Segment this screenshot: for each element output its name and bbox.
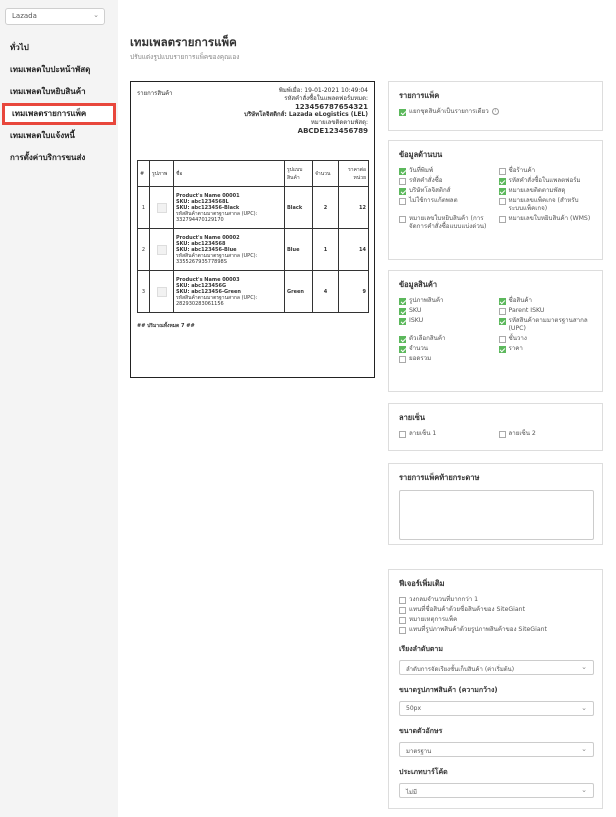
product-data-options	[399, 297, 592, 363]
sidebar-item-packing-list-template[interactable]: เทมเพลตรายการแพ็ค	[2, 103, 116, 125]
checkbox-label: รหัสคำสั่งซื้อ	[409, 177, 443, 184]
product-sku: SKU: abc123456G	[176, 282, 227, 289]
checkbox-label: ลายเซ็น 2	[508, 430, 536, 437]
product-name: Product's Name 00003	[176, 276, 240, 283]
col-price: ราคาต่อหน่วย	[339, 161, 369, 187]
checkbox-label: แทนที่รูปภาพสินค้าด้วยรูปภาพสินค้าของ SiteGiant	[409, 626, 547, 633]
checkbox-label: แยกชุดสินค้าเป็นรายการเดียว	[409, 108, 489, 115]
product-thumbnail	[157, 245, 167, 255]
col-name: ชื่อ	[174, 161, 285, 187]
checkbox-icon[interactable]	[399, 109, 406, 116]
checkbox-label: บริษัทโลจิสติกส์	[409, 187, 451, 194]
sidebar-item-shipping-label-template[interactable]: เทมเพลตใบปะหน้าพัสดุ	[10, 65, 91, 74]
preview-total: ## ปริมาณทั้งหมด 7 ##	[137, 323, 195, 329]
checkbox-label: วันที่พิมพ์	[409, 167, 434, 174]
table-row	[138, 271, 369, 313]
row-index: 3	[138, 271, 150, 313]
checkbox-icon[interactable]	[499, 178, 506, 185]
checkbox-label: ISKU	[409, 317, 424, 324]
checkbox-icon[interactable]	[499, 168, 506, 175]
checkbox-option[interactable]	[399, 187, 493, 195]
sidebar-nav	[0, 37, 118, 169]
checkbox-icon[interactable]	[399, 308, 406, 315]
checkbox-icon[interactable]	[399, 188, 406, 195]
checkbox-option[interactable]	[499, 167, 593, 175]
tracking-label: หมายเลขติดตามพัสดุ:	[310, 119, 368, 126]
checkbox-icon[interactable]	[499, 188, 506, 195]
checkbox-label: ลายเซ็น 1	[409, 430, 437, 437]
checkbox-option[interactable]	[499, 345, 593, 353]
panel-extra-title: ฟีเจอร์เพิ่มเติม	[399, 579, 445, 588]
checkbox-bundle-single[interactable]	[399, 108, 592, 116]
checkbox-option[interactable]	[399, 345, 493, 353]
signature-options	[399, 430, 592, 438]
panel-signature-title: ลายเซ็น	[399, 413, 425, 422]
checkbox-option[interactable]	[399, 355, 493, 363]
checkbox-label: รูปภาพสินค้า	[409, 297, 444, 304]
checkbox-option[interactable]	[399, 297, 493, 305]
product-thumbnail	[157, 203, 167, 213]
sidebar	[0, 0, 118, 817]
row-image	[150, 187, 174, 229]
store-select-value: Lazada	[12, 12, 37, 20]
checkbox-label: ชื่อร้านค้า	[508, 167, 536, 174]
print-date: พิมพ์เมื่อ: 19-01-2021 10:49:04	[278, 87, 368, 94]
row-price: 12	[339, 187, 369, 229]
checkbox-label: รหัสคำสั่งซื้อในแพลตฟอร์ม	[508, 177, 581, 184]
checkbox-icon[interactable]	[399, 178, 406, 185]
page-subtitle: ปรับแต่งรูปแบบรายการแพ็คของคุณเอง	[130, 53, 240, 61]
checkbox-label: วงกลมจำนวนที่มากกว่า 1	[409, 596, 479, 603]
product-isku: SKU: abc123456-Green	[176, 288, 241, 295]
barcode-value: ไม่มี	[406, 789, 417, 796]
row-index: 2	[138, 229, 150, 271]
checkbox-icon[interactable]	[499, 336, 506, 343]
product-sku: SKU: abc1234568	[176, 240, 226, 247]
table-row	[138, 187, 369, 229]
checkbox-option[interactable]	[499, 297, 593, 305]
image-size-label: ขนาดรูปภาพสินค้า (ความกว้าง)	[399, 686, 498, 694]
checkbox-icon[interactable]	[399, 356, 406, 363]
chevron-down-icon: ⌄	[581, 786, 587, 794]
barcode-label: ประเภทบาร์โค้ด	[399, 768, 448, 776]
footer-note-textarea[interactable]	[399, 490, 594, 540]
checkbox-label: Parent ISKU	[508, 307, 545, 314]
row-name	[174, 229, 285, 271]
checkbox-icon[interactable]	[399, 318, 406, 325]
extra-options	[399, 596, 592, 634]
logistics: บริษัทโลจิสติกส์: Lazada eLogistics (LEL)	[244, 111, 368, 118]
checkbox-option[interactable]	[399, 616, 592, 624]
checkbox-icon[interactable]	[399, 298, 406, 305]
checkbox-option[interactable]	[399, 335, 493, 343]
preview-list-title: รายการสินค้า	[137, 90, 173, 97]
checkbox-icon[interactable]	[399, 597, 406, 604]
font-size-label: ขนาดตัวอักษร	[399, 727, 443, 735]
checkbox-option[interactable]	[399, 177, 493, 185]
checkbox-icon[interactable]	[399, 346, 406, 353]
checkbox-label: แทนที่ชื่อสินค้าด้วยชื่อสินค้าของ SiteGiant	[409, 606, 526, 613]
font-size-value: มาตรฐาน	[406, 748, 432, 755]
panel-product-data	[388, 270, 603, 392]
row-variant: Black	[285, 187, 313, 229]
sidebar-item-general[interactable]: ทั่วไป	[10, 43, 29, 52]
sort-value: ลำดับการจัดเรียงชั้นเก็บสินค้า (ค่าเริ่มต้น)	[406, 666, 515, 673]
row-variant: Green	[285, 271, 313, 313]
product-isku: SKU: abc123456-Blue	[176, 246, 237, 253]
product-name: Product's Name 00002	[176, 234, 240, 241]
table-header-row	[138, 161, 369, 187]
checkbox-icon[interactable]	[399, 607, 406, 614]
checkbox-label: ชื่อสินค้า	[508, 297, 533, 304]
checkbox-option[interactable]	[399, 596, 592, 604]
row-name	[174, 187, 285, 229]
checkbox-option[interactable]	[399, 197, 493, 213]
chevron-down-icon: ⌄	[581, 745, 587, 753]
store-select[interactable]	[5, 8, 105, 25]
row-image	[150, 229, 174, 271]
panel-top-data-title: ข้อมูลด้านบน	[399, 150, 443, 159]
chevron-down-icon: ⌄	[93, 11, 99, 19]
panel-packlist-title: รายการแพ็ค	[399, 91, 440, 100]
checkbox-label: ไม่ใช้การแก้ตพลต	[409, 197, 458, 204]
sort-select[interactable]	[399, 660, 594, 675]
checkbox-icon[interactable]	[399, 336, 406, 343]
checkbox-icon[interactable]	[499, 216, 506, 223]
product-upc: รหัสสินค้าตามมาตรฐานสากล (UPC): 332794470129170	[176, 210, 258, 223]
checkbox-option[interactable]	[499, 187, 593, 195]
checkbox-label: ชั้นวาง	[508, 335, 527, 342]
checkbox-label: หมายเลขติดตามพัสดุ	[508, 187, 566, 194]
checkbox-option[interactable]	[499, 335, 593, 343]
col-image: รูปภาพ	[150, 161, 174, 187]
panel-packlist	[388, 81, 603, 131]
checkbox-icon[interactable]	[399, 216, 406, 223]
panel-footer-note	[388, 463, 603, 545]
checkbox-option[interactable]	[399, 215, 493, 231]
row-price: 9	[339, 271, 369, 313]
product-upc: รหัสสินค้าตามมาตรฐานสากล (UPC): 282930283061156	[176, 294, 258, 307]
row-price: 14	[339, 229, 369, 271]
checkbox-option[interactable]	[499, 177, 593, 185]
checkbox-label: SKU	[409, 307, 422, 314]
checkbox-icon[interactable]	[399, 168, 406, 175]
table-row	[138, 229, 369, 271]
tracking-number: ABCDE123456789	[297, 127, 368, 135]
row-image	[150, 271, 174, 313]
checkbox-option[interactable]	[399, 317, 493, 333]
checkbox-label: หมายเลขแพ็คเกจ (สำหรับระบบแพ็คเกจ)	[508, 197, 579, 212]
checkbox-icon[interactable]	[499, 308, 506, 315]
checkbox-icon[interactable]	[399, 617, 406, 624]
checkbox-label: จำนวน	[409, 345, 429, 352]
checkbox-label: หมายเลขใบหยิบสินค้า (WMS)	[508, 215, 591, 222]
image-size-value: 50px	[406, 705, 421, 712]
preview-table	[137, 160, 369, 313]
checkbox-icon[interactable]	[399, 431, 406, 438]
row-qty: 1	[313, 229, 339, 271]
image-size-select[interactable]	[399, 701, 594, 716]
row-qty: 2	[313, 187, 339, 229]
sidebar-item-invoice-template[interactable]: เทมเพลตใบแจ้งหนี้	[10, 131, 75, 140]
checkbox-option[interactable]	[399, 307, 493, 315]
sidebar-item-picking-list-template[interactable]: เทมเพลตใบหยิบสินค้า	[10, 87, 86, 96]
sidebar-item-shipping-settings[interactable]: การตั้งค่าบริการขนส่ง	[10, 153, 86, 162]
checkbox-label: ยอดรวม	[409, 355, 432, 362]
font-size-select[interactable]	[399, 742, 594, 757]
product-name: Product's Name 00001	[176, 192, 240, 199]
checkbox-icon[interactable]	[499, 431, 506, 438]
checkbox-option[interactable]	[399, 606, 592, 614]
page-title: เทมเพลตรายการแพ็ค	[130, 35, 237, 49]
checkbox-icon[interactable]	[399, 198, 406, 205]
checkbox-icon[interactable]	[499, 198, 506, 205]
main-content	[118, 0, 616, 817]
checkbox-option[interactable]	[399, 167, 493, 175]
checkbox-option[interactable]	[399, 626, 592, 634]
product-upc: รหัสสินค้าตามมาตรฐานสากล (UPC): 335526793577898S	[176, 252, 258, 265]
sort-label: เรียงลำดับตาม	[399, 645, 443, 653]
panel-footer-note-title: รายการแพ็คท้ายกระดาษ	[399, 473, 480, 482]
checkbox-label: ราคา	[508, 345, 523, 352]
checkbox-label: หมายเลขใบหยิบสินค้า (การจัดการคำสั่งซื้อแบบแบ่งด่วน)	[409, 215, 487, 230]
order-number: 123456787654321	[294, 103, 368, 111]
checkbox-icon[interactable]	[499, 318, 506, 325]
top-data-options	[399, 167, 592, 231]
panel-signature	[388, 403, 603, 451]
col-qty: จำนวน	[313, 161, 339, 187]
product-sku: SKU: abc1234568L	[176, 198, 229, 205]
panel-extra-features	[388, 569, 603, 809]
packing-list-preview	[130, 81, 375, 378]
checkbox-option[interactable]	[499, 215, 593, 231]
row-name	[174, 271, 285, 313]
checkbox-icon[interactable]	[399, 627, 406, 634]
checkbox-option[interactable]	[499, 307, 593, 315]
row-index: 1	[138, 187, 150, 229]
checkbox-label: ตัวเลือกสินค้า	[409, 335, 446, 342]
order-label: รหัสคำสั่งซื้อในแพลตฟอร์มหมด:	[284, 95, 368, 102]
barcode-select[interactable]	[399, 783, 594, 798]
panel-product-data-title: ข้อมูลสินค้า	[399, 280, 438, 289]
checkbox-option[interactable]	[499, 430, 593, 438]
chevron-down-icon: ⌄	[581, 704, 587, 712]
checkbox-option[interactable]	[499, 197, 593, 213]
chevron-down-icon: ⌄	[581, 663, 587, 671]
checkbox-option[interactable]	[399, 430, 493, 438]
checkbox-label: รหัสสินค้าตามมาตรฐานสากล (UPC)	[508, 317, 588, 332]
col-index: #	[138, 161, 150, 187]
row-variant: Blue	[285, 229, 313, 271]
checkbox-icon[interactable]	[499, 346, 506, 353]
col-variant: รูปแบบสินค้า	[285, 161, 313, 187]
info-icon[interactable]: i	[492, 108, 499, 115]
product-isku: SKU: abc123456-Black	[176, 204, 240, 211]
checkbox-icon[interactable]	[499, 298, 506, 305]
preview-meta	[228, 87, 368, 135]
checkbox-label: หมายเหตุการแพ็ค	[409, 616, 458, 623]
product-thumbnail	[157, 287, 167, 297]
panel-top-data	[388, 140, 603, 260]
checkbox-option[interactable]	[499, 317, 593, 333]
row-qty: 4	[313, 271, 339, 313]
